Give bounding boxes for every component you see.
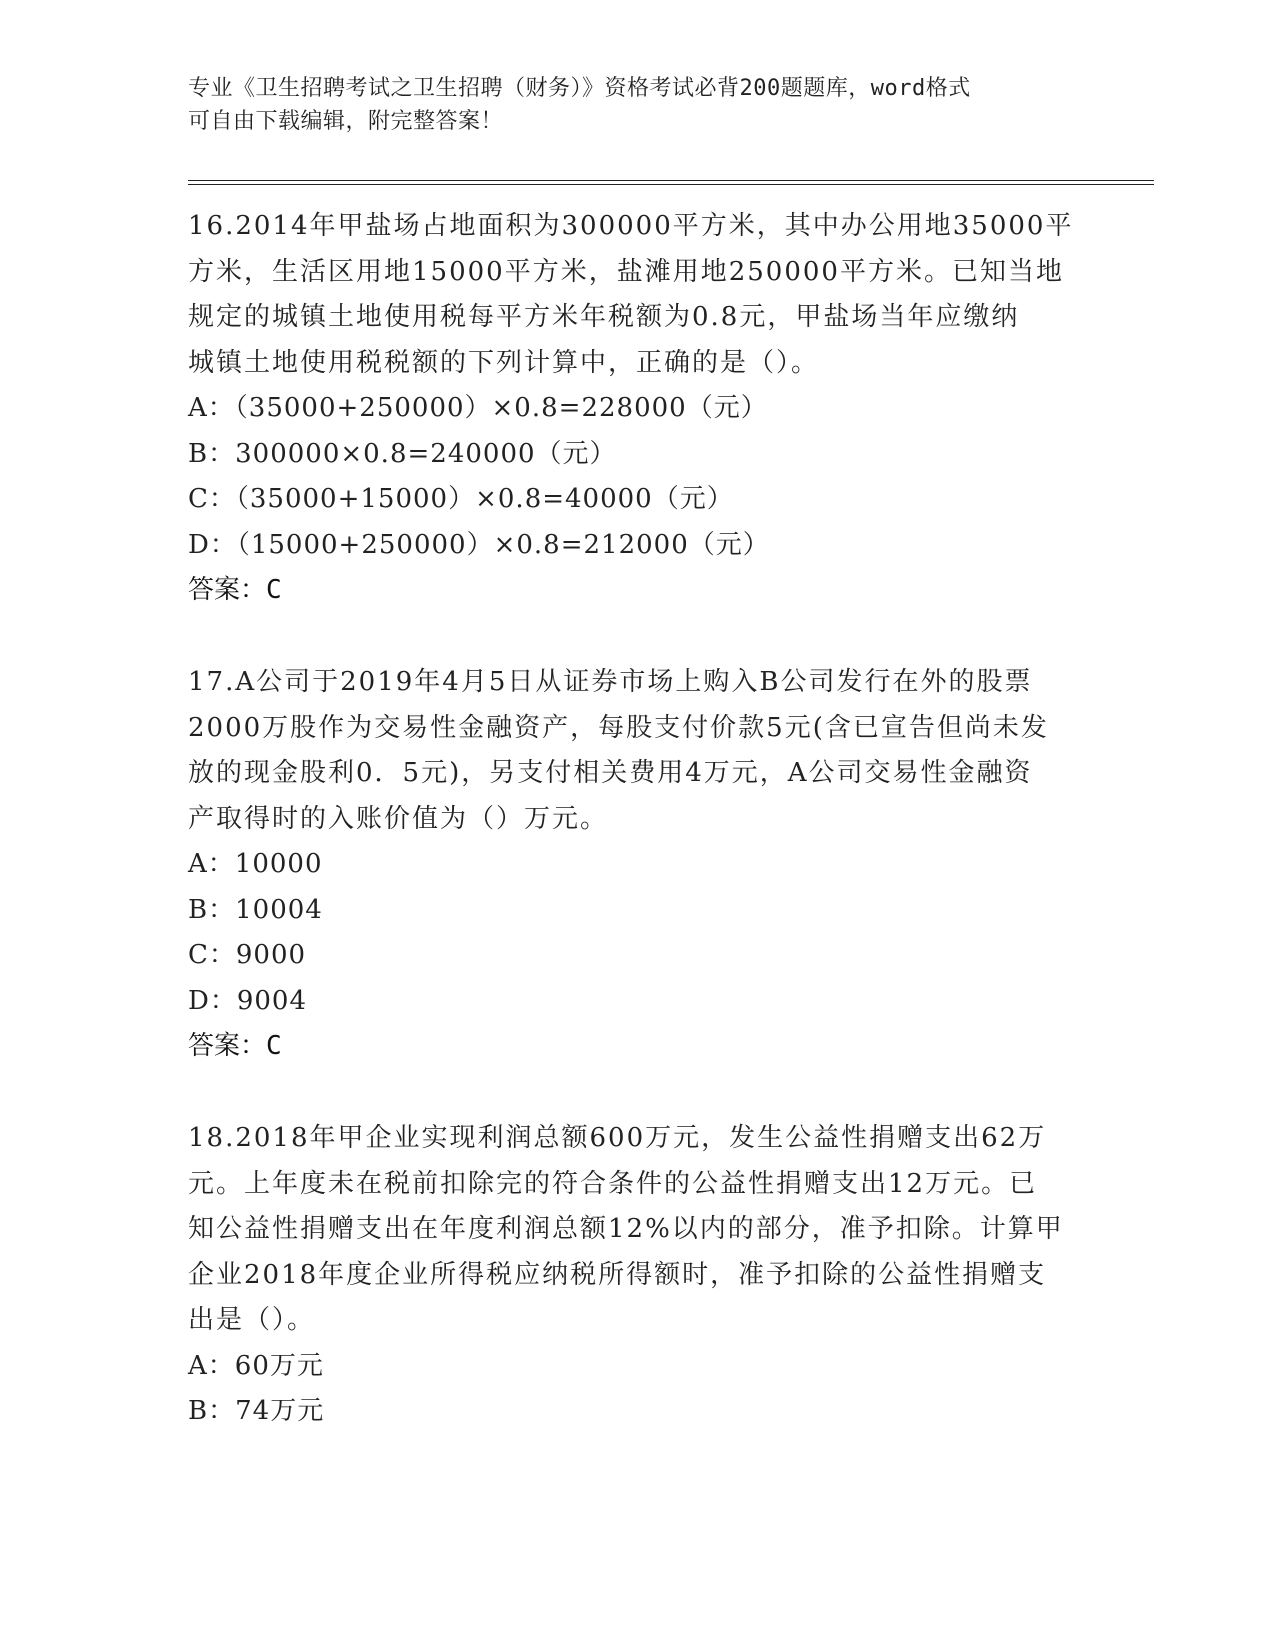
option-b: B：300000×0.8=240000（元） [188, 438, 617, 469]
header-line-1: 专业《卫生招聘考试之卫生招聘（财务）》资格考试必背200题题库，word格式 [188, 76, 971, 101]
stem-line: 规定的城镇土地使用税每平方米年税额为0.8元，甲盐场当年应缴纳 [188, 302, 1020, 332]
question-stem [188, 204, 1088, 386]
option-a: A：60万元 [188, 1350, 324, 1381]
stem-line: 企业2018年度企业所得税应纳税所得额时，准予扣除的公益性捐赠支 [188, 1259, 1047, 1290]
stem-line: 放的现金股利0．5元)，另支付相关费用4万元，A公司交易性金融资 [188, 758, 1033, 788]
stem-line: 城镇土地使用税税额的下列计算中，正确的是（）。 [188, 347, 820, 378]
option-d: D：（15000+250000）×0.8=212000（元） [188, 529, 770, 560]
header-line-2: 可自由下载编辑，附完整答案！ [188, 109, 504, 134]
document-header [188, 72, 1068, 138]
stem-line: 出是（）。 [188, 1305, 316, 1335]
option-a: A：10000 [188, 849, 323, 879]
answer-line: 答案：C [188, 575, 282, 605]
stem-line: 元。上年度未在税前扣除完的符合条件的公益性捐赠支出12万元。已 [188, 1168, 1038, 1199]
option-b: B：74万元 [188, 1396, 325, 1426]
header-divider-top [188, 180, 1154, 181]
answer-line: 答案：C [188, 1031, 282, 1061]
option-a: A：（35000+250000）×0.8=228000（元） [188, 393, 768, 423]
stem-line: 知公益性捐赠支出在年度利润总额12%以内的部分，准予扣除。计算甲 [188, 1214, 1064, 1244]
question-18 [188, 1116, 1088, 1435]
option-b: B：10004 [188, 894, 323, 925]
stem-line: 16.2014年甲盐场占地面积为300000平方米，其中办公用地35000平 [188, 211, 1074, 241]
stem-line: 产取得时的入账价值为（）万元。 [188, 803, 609, 834]
stem-line: 18.2018年甲企业实现利润总额600万元，发生公益性捐赠支出62万 [188, 1123, 1047, 1153]
question-16 [188, 204, 1088, 614]
question-stem [188, 660, 1088, 842]
stem-line: 17.A公司于2019年4月5日从证券市场上购入B公司发行在外的股票 [188, 667, 1033, 697]
stem-line: 2000万股作为交易性金融资产，每股支付价款5元(含已宣告但尚未发 [188, 712, 1049, 743]
stem-line: 方米，生活区用地15000平方米，盐滩用地250000平方米。已知当地 [188, 256, 1064, 287]
option-d: D：9004 [188, 985, 308, 1016]
question-stem [188, 1116, 1088, 1344]
option-c: C：9000 [188, 940, 307, 970]
option-c: C：（35000+15000）×0.8=40000（元） [188, 484, 734, 514]
header-divider-bottom [188, 184, 1154, 185]
question-17 [188, 660, 1088, 1070]
